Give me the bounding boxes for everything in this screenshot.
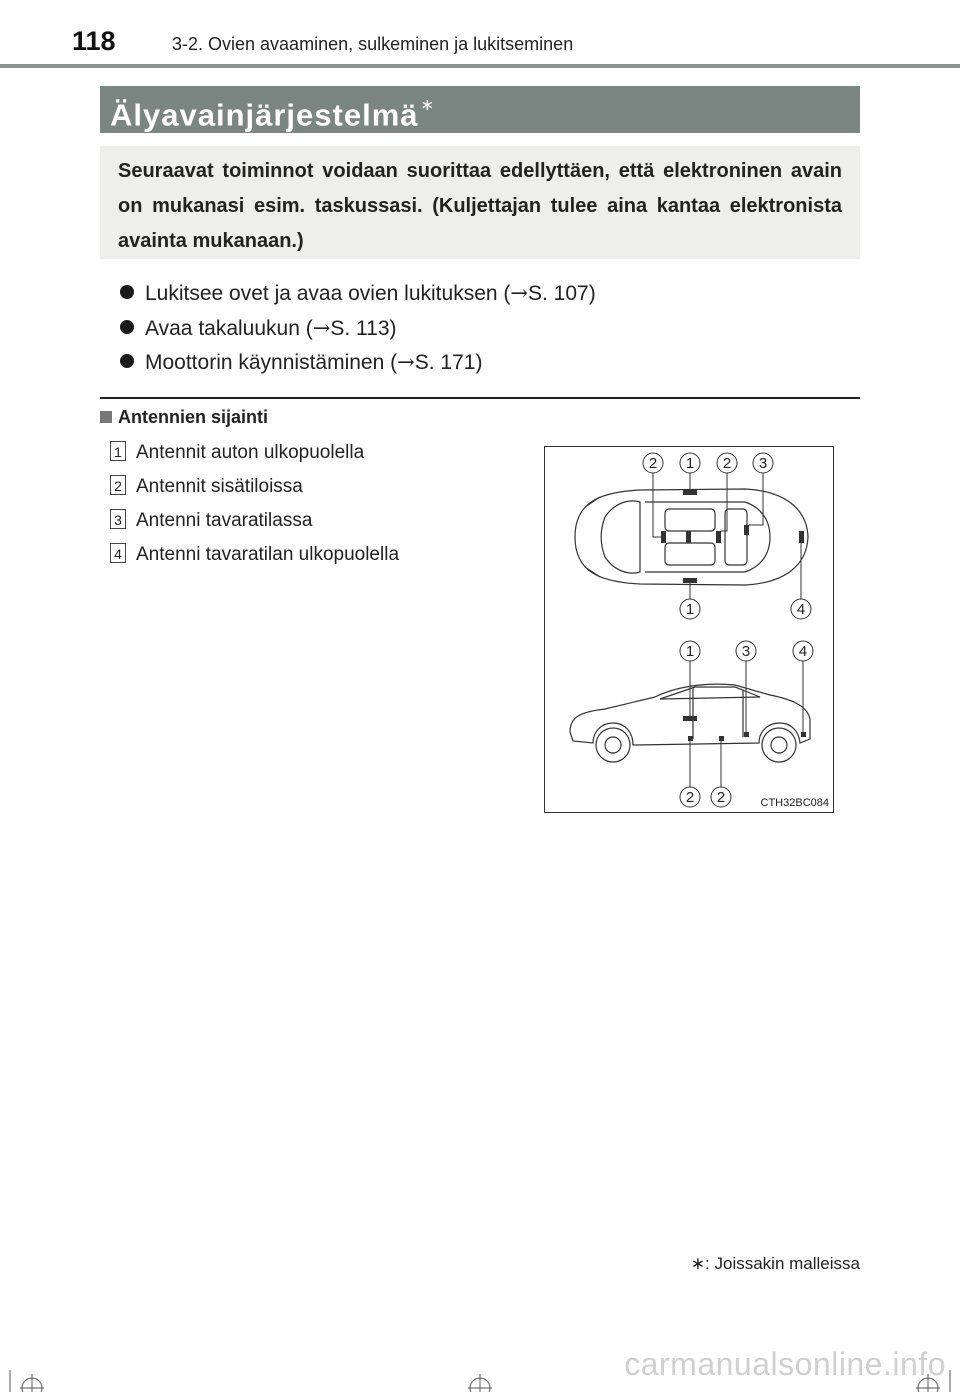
legend-item xyxy=(110,475,399,509)
callout-number: 2 xyxy=(648,455,658,472)
legend-label: Antennit auton ulkopuolella xyxy=(136,442,365,463)
callout-number: 4 xyxy=(796,601,806,618)
legend-item xyxy=(110,509,399,543)
feature-item xyxy=(120,311,596,346)
legend-number: 1 xyxy=(110,441,126,461)
callout-number: 3 xyxy=(741,643,751,660)
legend-item xyxy=(110,441,399,475)
callout-number: 4 xyxy=(798,643,808,660)
legend-label: Antenni tavaratilan ulkopuolella xyxy=(136,544,400,565)
leader-lines-top xyxy=(653,473,801,599)
feature-item xyxy=(120,345,596,380)
feature-list xyxy=(120,276,596,380)
section-divider xyxy=(100,397,860,399)
antenna-marks-top xyxy=(661,490,804,583)
callout-number: 2 xyxy=(685,789,695,806)
car-top-view xyxy=(575,489,808,585)
page-reference[interactable]: S. 107) xyxy=(528,282,596,305)
figure-code: CTH32BC084 xyxy=(760,797,829,809)
intro-text: Seuraavat toiminnot voidaan suorittaa edellyttäen, että elektroninen avain on mukanasi esim. taskussasi. (Kuljettajan tulee aina kantaa elektronista avainta mukanaan.) xyxy=(118,160,842,252)
bullet-icon xyxy=(120,320,134,334)
crop-marks xyxy=(0,1360,960,1392)
antenna-location-figure xyxy=(544,446,834,813)
watermark: carmanualsonline.info xyxy=(624,1346,946,1382)
legend-label: Antenni tavaratilassa xyxy=(136,510,313,531)
callout-number: 1 xyxy=(685,601,695,618)
page-reference[interactable]: S. 113) xyxy=(330,316,397,340)
arrow-icon: → xyxy=(312,315,331,340)
asterisk-icon: ∗ xyxy=(690,1254,706,1273)
legend-label: Antennit sisätiloissa xyxy=(136,476,303,497)
page-reference[interactable]: S. 171) xyxy=(414,351,483,374)
section-title-banner xyxy=(100,86,860,133)
legend-number: 3 xyxy=(110,509,126,529)
page-number: 118 xyxy=(72,26,116,56)
callout-number: 2 xyxy=(716,789,726,806)
footnote-text: : Joissakin malleissa xyxy=(705,1254,860,1273)
feature-item xyxy=(120,276,596,311)
callout-number: 1 xyxy=(685,643,695,660)
bullet-icon xyxy=(120,285,134,299)
callout-number: 2 xyxy=(722,455,732,472)
header-divider xyxy=(0,64,960,68)
legend-item xyxy=(110,543,399,577)
subsection-title: Antennien sijainti xyxy=(118,407,269,427)
legend-number: 2 xyxy=(110,475,126,495)
callout-number: 1 xyxy=(685,455,695,472)
arrow-icon: → xyxy=(510,281,528,305)
square-bullet-icon xyxy=(100,411,112,423)
asterisk-icon: ∗ xyxy=(420,97,435,114)
car-illustration xyxy=(545,447,835,814)
footnote xyxy=(691,1254,860,1274)
legend-number: 4 xyxy=(110,543,126,563)
feature-text: Lukitsee ovet ja avaa ovien lukituksen ( xyxy=(145,282,511,305)
antenna-marks-side xyxy=(683,716,806,741)
chapter-title: 3-2. Ovien avaaminen, sulkeminen ja lukitseminen xyxy=(172,34,574,54)
bullet-icon xyxy=(120,354,134,368)
feature-text: Moottorin käynnistäminen ( xyxy=(145,351,398,374)
section-title: Älyavainjärjestelmä xyxy=(110,97,419,133)
antenna-legend xyxy=(110,441,399,577)
subsection-heading xyxy=(100,407,268,428)
intro-box xyxy=(100,146,860,259)
callout-number: 3 xyxy=(758,455,768,472)
feature-text: Avaa takaluukun ( xyxy=(145,316,313,340)
arrow-icon: → xyxy=(397,350,415,374)
